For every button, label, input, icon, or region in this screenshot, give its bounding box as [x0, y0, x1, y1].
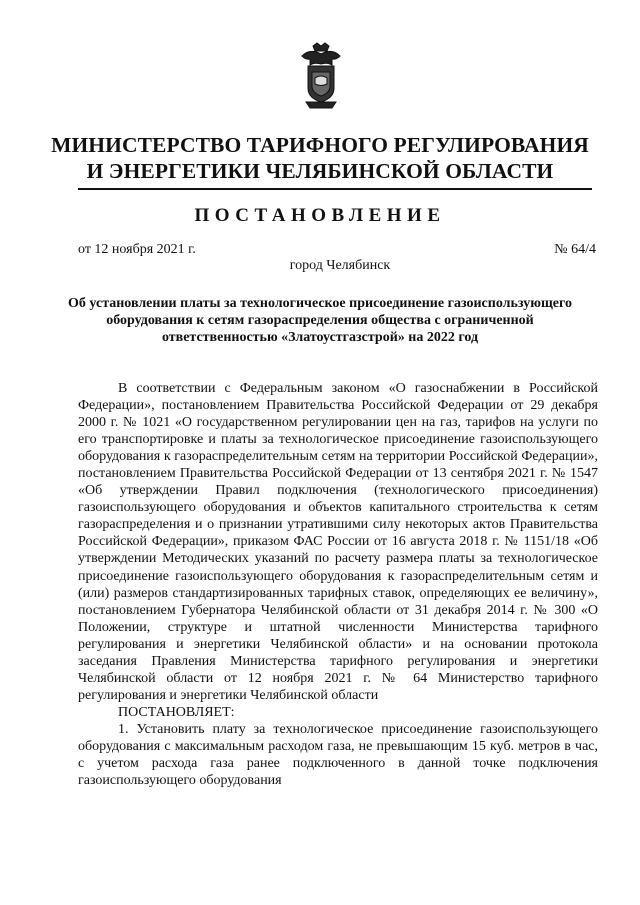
decree-word: ПОСТАНОВЛЯЕТ:	[118, 704, 235, 720]
coat-of-arms-icon	[298, 42, 344, 110]
ministry-name-line1: МИНИСТЕРСТВО ТАРИФНОГО РЕГУЛИРОВАНИЯ	[51, 133, 589, 157]
document-type: ПОСТАНОВЛЕНИЕ	[194, 205, 446, 226]
document-title: Об установлении платы за технологическое присоединение газоиспользующего оборудования к сетям газораспределения общества с ограниченной ответственностью «Златоустгазстрой» на 2022 год	[68, 296, 572, 345]
header-divider	[78, 188, 592, 190]
document-date: от 12 ноября 2021 г.	[78, 242, 196, 257]
document-body	[78, 380, 598, 789]
item-1-paragraph: 1. Установить плату за технологическое присоединение газоиспользующего оборудования с максимальным расходом газа, не превышающим 15 куб. метров в час, с учетом расхода газа ранее подключенного в данной точке подключения газоиспользующего оборудования	[78, 721, 598, 789]
ministry-name-line2: И ЭНЕРГЕТИКИ ЧЕЛЯБИНСКОЙ ОБЛАСТИ	[86, 159, 554, 183]
document-city: город Челябинск	[289, 258, 391, 273]
document-number: № 64/4	[554, 242, 596, 257]
preamble-paragraph: В соответствии с Федеральным законом «О газоснабжении в Российской Федерации», постановлением Правительства Российской Федерации от 29 декабря 2000 г. № 1021 «О государственном регулировании цен на газ, тарифов на услуги по его транспортировке и платы за технологическое присоединение газоиспользующего оборудования к газораспределительным сетям на территории Российской Федерации», постановлением Правительства Российской Федерации от 13 сентября 2021 г. № 1547 «Об утверждении Правил подключения (технологического присоединения) газоиспользующего оборудования и объектов капитального строительства к сетям газораспределения и о признании утратившими силу некоторых актов Правительства Российской Федерации», приказом ФАС России от 16 августа 2018 г. № 1151/18 «Об утверждении Методических указаний по расчету размера платы за технологическое присоединение газоиспользующего оборудования к газораспределительным сетям и (или) размеров стандартизированных тарифных ставок, определяющих ее величину», постановлением Губернатора Челябинской области от 31 декабря 2014 г. № 300 «О Положении, структуре и штатной численности Министерства тарифного регулирования и энергетики Челябинской области» и на основании протокола заседания Правления Министерства тарифного регулирования и энергетики Челябинской области от 12 ноября 2021 г. № 64 Министерство тарифного регулирования и энергетики Челябинской области	[78, 381, 598, 703]
